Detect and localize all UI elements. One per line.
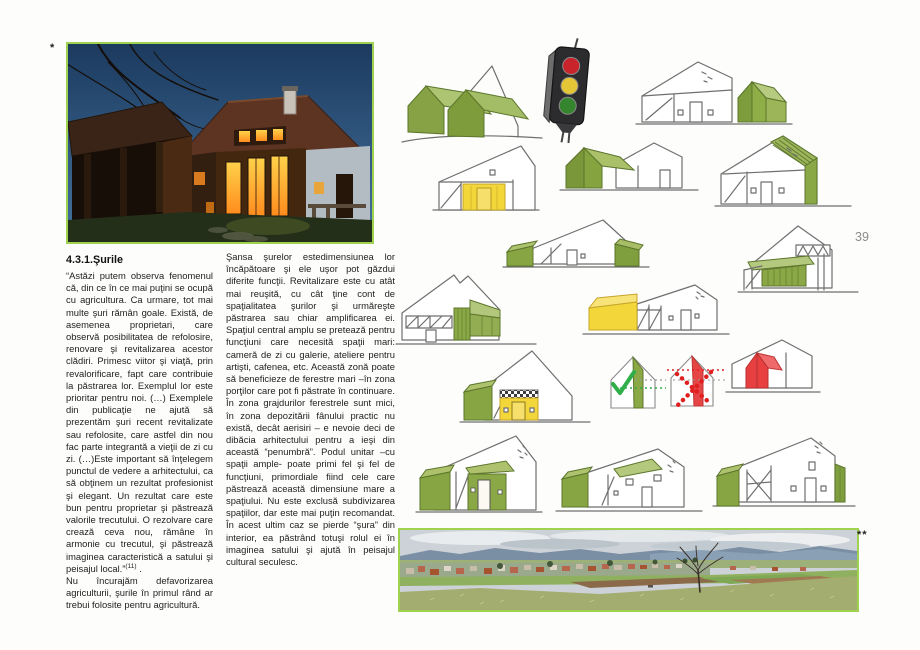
photo-dusk-house [66,42,374,244]
photo-landscape [398,528,859,612]
sketch-barn-green-left-annex-2 [556,443,704,517]
dusk-house-illustration [68,44,372,242]
col1-paragraph-1-end: . [136,562,142,574]
sketch-gable-green-check [603,350,667,414]
landscape-illustration [400,530,857,610]
sketch-barn-green-shed-roof [736,220,860,304]
page-number: 39 [855,230,869,244]
col1-paragraph-2: Nu încurajăm defavorizarea agriculturii, şurile în primul rând ar trebui folosite pentru agricultură. [66,575,213,611]
text-column-1 [66,270,213,612]
text-column-2 [226,251,395,568]
footnote-ref: (11) [125,562,137,570]
sketch-gable-red-x [665,350,727,414]
section-heading: 4.3.1.Şurile [66,254,124,266]
sketch-barn-green-both-edges [713,430,857,514]
col1-paragraph-1: “Astăzi putem observa fenomenul că, din ce în ce mai puţini se ocupă cu agricultura. Ca urmare, tot mai multe şuri rămân goale. Există, de asemenea proprietari, care observă posibilitatea de refolosire, renovare şi revitalizarea acestor clădiri. Primesc viitor şi viaţă, prin revalorificare, fapt care contribuie la păstrarea lor. Exemplul lor este prioritar pentru noi. (…) Exemplele din publicaţie ne ajută să prezentăm şuri recent revitalizate sau refolosite, care astfel din nou fac parte integrantă a vieţii de zi cu zi. (…)Este important să înţelegem punctul de vedere a arhitectului, ca să obţinem un rezultat profesionist şi elegant. Un rezultat care este bun pentru proprietar şi păstrează valorile trecutului. O rezolvare care crează ceva nou, rămâne în armonie cu trecutul, şi păstrează imaginea caracteristică a satului şi peisajul local.” [66,270,213,574]
sketch-barn-red-annex [724,330,822,400]
sketch-barn-green-both-sides [503,212,651,270]
sketch-big-barn-green-planks [396,266,538,354]
sketch-barn-green-slat-roof [713,128,853,213]
sketch-barn-yellow-base [433,140,541,216]
sketch-barn-yellow-checkered [460,346,592,428]
sketch-green-barn-annex-left [560,136,700,194]
sketch-green-gable-pair [398,44,546,148]
sketch-barn-green-left-annex-1 [416,430,544,520]
footnote-marker-bottom: ** [857,529,868,541]
sketch-barn-green-annex-right [634,50,796,132]
footnote-marker-top: * [50,42,55,54]
col2-paragraph-1: Şansa şurelor estedimensiunea lor încăpătoare şi ele uşor pot găzdui diferite funcţii. Revitalizare este cu atât mai reuşită, cu cât ţine cont de spaţialitatea şurilor şi urmăreşte păstrarea sau chiar amplificarea ei. Spaţiul central amplu se pretează pentru funcţiuni care necesită spaţii mari: cameră de zi cu galerie, ateliere pentru artişti, cafenea, etc. Această zonă poate să beneficieze de ferestre mari –în zona porţilor care pot fi păstrate în continuare. În zona grajdurilor ferestrele sunt mici, în zona depozitării fânului practic nu există, decât aerisiri – e nevoie deci de dibăcia arhitectului pentru a ieşi din această “penumbră”. Podul unitar –cu spaţii ample- poate primi fel şi fel de funcţiuni, primordiale fiind cele care păstrează această dimensiune mare a spaţiului. Nu este exclusă subdivizarea spaţiilor, dar este mai puţin recomandat. În acest ultim caz se pierde “şura” din interior, ea păstrând totuşi rolul ei în imaginea satului şi ajută în peisajul cultural seculesc. [226,251,395,568]
sketch-barn-yellow-annex-left [583,280,731,338]
traffic-light-icon [536,36,606,144]
